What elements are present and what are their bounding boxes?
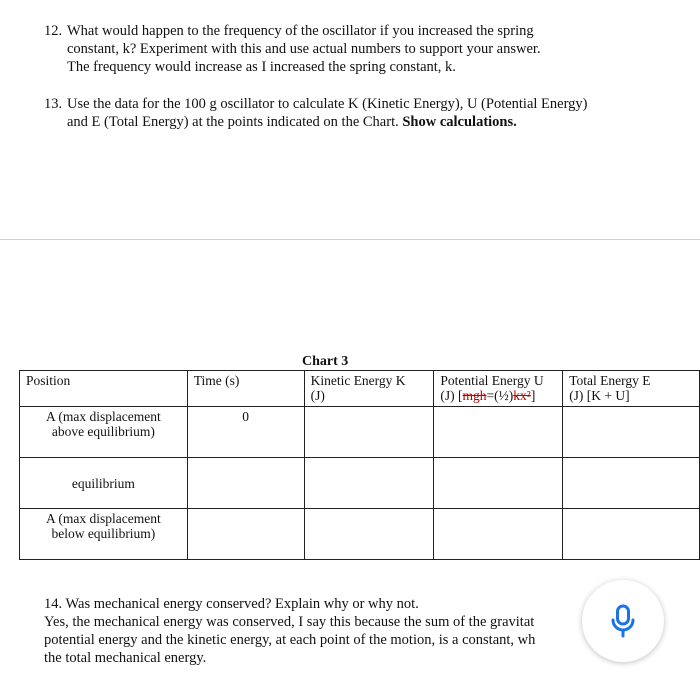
header-potential-energy (434, 371, 563, 407)
question-14-prompt: 14. Was mechanical energy conserved? Explain why or why not. (44, 596, 419, 612)
position-line-2: below equilibrium) (51, 526, 156, 541)
cell-total[interactable] (563, 407, 700, 458)
position-line-1: A (max displacement (46, 409, 161, 424)
cell-kinetic[interactable] (304, 509, 434, 560)
potential-suffix: ] (530, 388, 536, 403)
question-12-answer: The frequency would increase as I increased the spring constant, k. (67, 59, 456, 75)
cell-position (20, 509, 188, 560)
question-13-show-calculations: Show calculations. (402, 114, 517, 130)
table-row (20, 509, 700, 560)
table-row (20, 458, 700, 509)
cell-position (20, 407, 188, 458)
voice-input-button[interactable] (582, 580, 664, 662)
potential-formula-mid: =(½) (486, 388, 514, 403)
question-14-answer-line-3: the total mechanical energy. (44, 650, 207, 666)
question-13-line-2 (44, 113, 588, 131)
chart-title: Chart 3 (302, 354, 349, 369)
potential-prefix: (J) [ (440, 388, 463, 403)
question-13-line-2-text: and E (Total Energy) at the points indicated on the Chart. (67, 114, 399, 130)
position-line-2: above equilibrium) (51, 424, 155, 439)
question-13 (44, 95, 588, 131)
cell-potential[interactable] (434, 458, 563, 509)
cell-kinetic[interactable] (304, 407, 434, 458)
position-line-1: A (max displacement (46, 511, 161, 526)
question-12-line-1: What would happen to the frequency of the oscillator if you increased the spring (67, 23, 534, 39)
potential-formula-mgh: mgh (462, 388, 487, 403)
question-13-number: 13. (44, 96, 63, 112)
microphone-icon (609, 604, 637, 638)
cell-potential[interactable] (434, 509, 563, 560)
question-12-number: 12. (44, 23, 63, 39)
header-kinetic-line-2: (J) (310, 388, 325, 403)
position-line-1: equilibrium (71, 475, 135, 491)
cell-potential[interactable] (434, 407, 563, 458)
header-total-line-2: (J) [K + U] (569, 388, 630, 403)
table-header-row (20, 371, 700, 407)
energy-chart-table (19, 370, 700, 560)
header-kinetic-energy (304, 371, 434, 407)
potential-formula-kx: kx² (513, 388, 531, 403)
cell-time[interactable] (187, 458, 304, 509)
header-kinetic-line-1: Kinetic Energy K (310, 373, 406, 388)
question-14-answer-line-1: Yes, the mechanical energy was conserved, I say this because the sum of the gravitat (44, 614, 535, 630)
table-row (20, 407, 700, 458)
page-divider (0, 239, 700, 240)
question-12-line-2: constant, k? Experiment with this and use actual numbers to support your answer. (67, 41, 541, 57)
header-total-energy (563, 371, 700, 407)
cell-time[interactable] (187, 509, 304, 560)
header-potential-line-2 (440, 388, 556, 403)
question-13-line-1: Use the data for the 100 g oscillator to calculate K (Kinetic Energy), U (Potential Energy) (67, 96, 588, 112)
header-total-line-1: Total Energy E (569, 373, 651, 388)
cell-kinetic[interactable] (304, 458, 434, 509)
header-position: Position (20, 371, 188, 407)
cell-total[interactable] (563, 509, 700, 560)
header-time: Time (s) (187, 371, 304, 407)
header-potential-line-1: Potential Energy U (440, 373, 544, 388)
question-14 (44, 595, 535, 667)
cell-total[interactable] (563, 458, 700, 509)
question-12 (44, 22, 541, 76)
cell-time[interactable]: 0 (187, 407, 304, 458)
cell-position (20, 458, 188, 509)
question-14-answer-line-2: potential energy and the kinetic energy, at each point of the motion, is a constant, wh (44, 632, 536, 648)
